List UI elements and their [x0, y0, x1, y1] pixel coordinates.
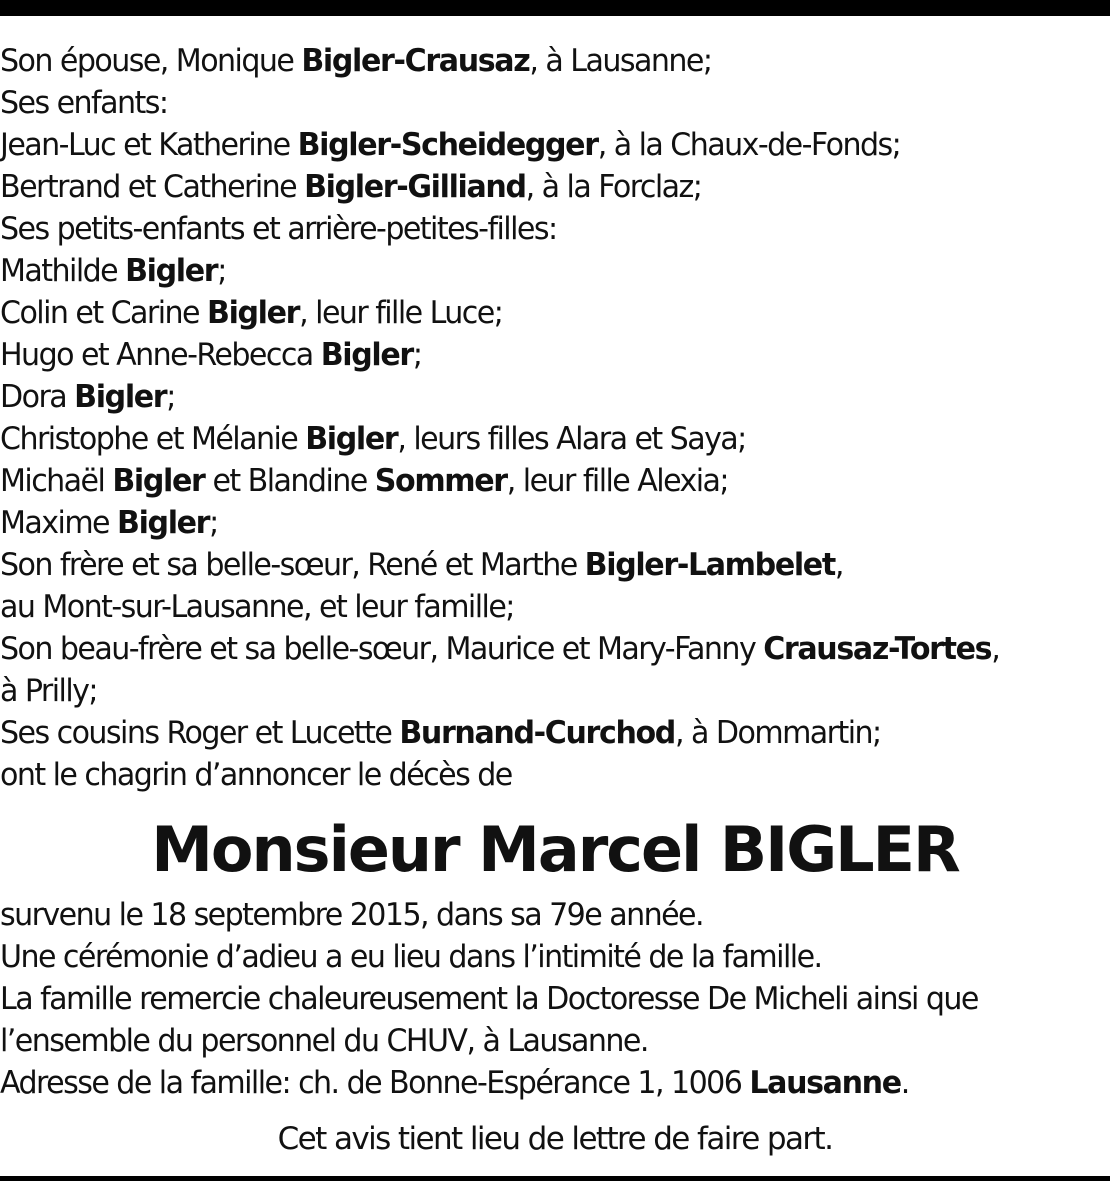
details-line: l’ensemble du personnel du CHUV, à Lausanne. [0, 1023, 648, 1059]
family-line: Ses enfants: [0, 85, 168, 121]
details-line: Une cérémonie d’adieu a eu lieu dans l’intimité de la famille. [0, 939, 822, 975]
family-line: Son beau-frère et sa belle-sœur, Maurice et Mary-Fanny Crausaz-Tortes, [0, 631, 1000, 667]
top-rule [0, 0, 1110, 16]
family-line: au Mont-sur-Lausanne, et leur famille; [0, 589, 514, 625]
family-line: Bertrand et Catherine Bigler-Gilliand, à la Forclaz; [0, 169, 702, 205]
announcement-line: ont le chagrin d’annoncer le décès de [0, 757, 512, 793]
family-line: à Prilly; [0, 673, 97, 709]
family-line: Hugo et Anne-Rebecca Bigler; [0, 337, 422, 373]
family-line: Ses petits-enfants et arrière-petites-filles: [0, 211, 557, 247]
family-line: Son frère et sa belle-sœur, René et Marthe Bigler-Lambelet, [0, 547, 843, 583]
family-line: Mathilde Bigler; [0, 253, 226, 289]
address-line: Adresse de la famille: ch. de Bonne-Espérance 1, 1006 Lausanne. [0, 1065, 909, 1101]
family-line: Son épouse, Monique Bigler-Crausaz, à Lausanne; [0, 43, 712, 79]
family-line: Colin et Carine Bigler, leur fille Luce; [0, 295, 503, 331]
deceased-name: Monsieur Marcel BIGLER [151, 813, 959, 886]
family-line: Michaël Bigler et Blandine Sommer, leur fille Alexia; [0, 463, 729, 499]
details-line: La famille remercie chaleureusement la Doctoresse De Micheli ainsi que [0, 981, 978, 1017]
family-line: Maxime Bigler; [0, 505, 218, 541]
family-line: Ses cousins Roger et Lucette Burnand-Curchod, à Dommartin; [0, 715, 881, 751]
family-line: Dora Bigler; [0, 379, 175, 415]
family-line: Jean-Luc et Katherine Bigler-Scheidegger, à la Chaux-de-Fonds; [0, 127, 901, 163]
details-line: survenu le 18 septembre 2015, dans sa 79e année. [0, 897, 704, 933]
closing-note: Cet avis tient lieu de lettre de faire part. [277, 1121, 833, 1157]
family-line: Christophe et Mélanie Bigler, leurs filles Alara et Saya; [0, 421, 746, 457]
bottom-rule [0, 1176, 1110, 1181]
